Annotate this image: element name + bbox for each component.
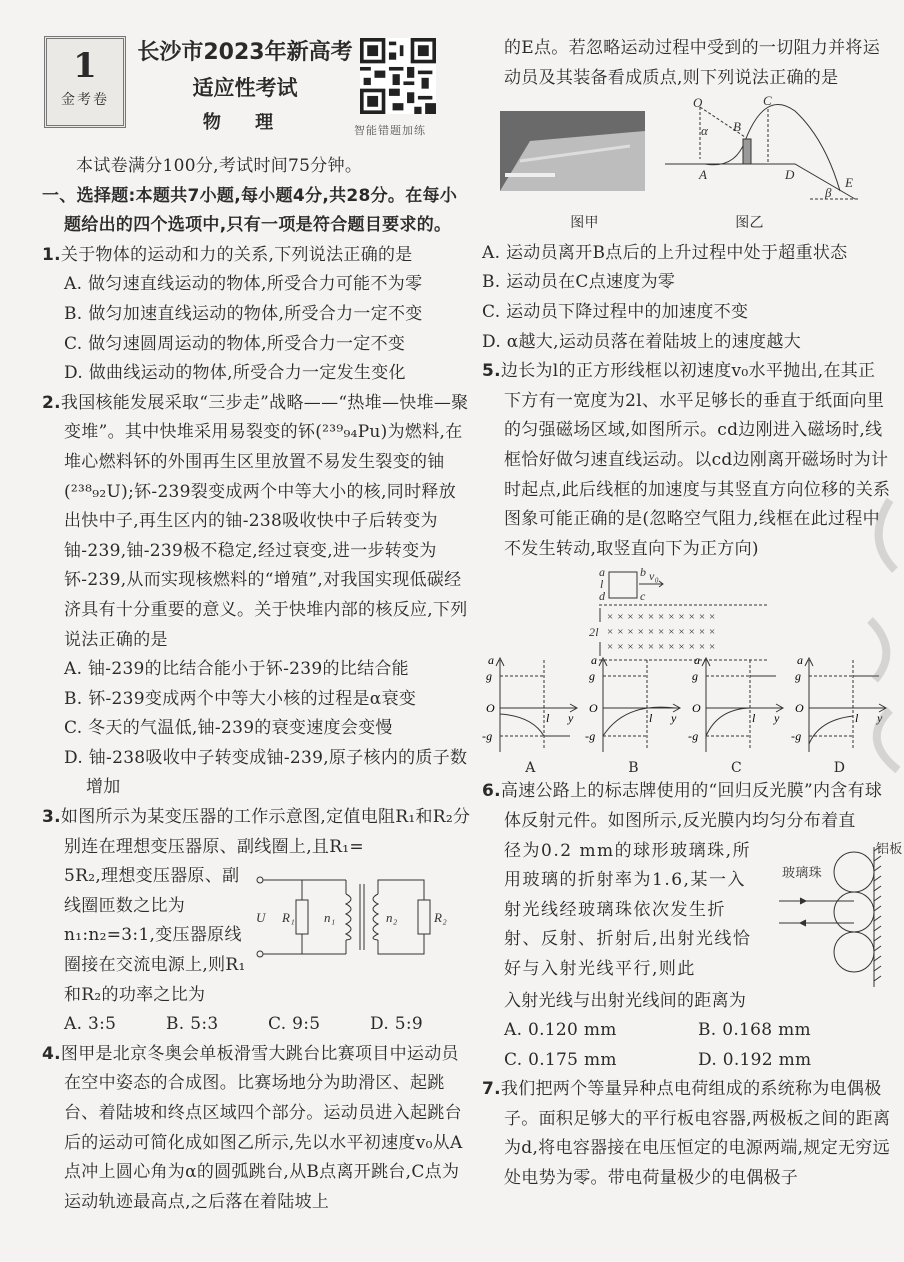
- a-y-graph: [482, 654, 579, 754]
- watermark-brush-icon: [860, 480, 900, 780]
- label-alpha: α: [701, 123, 709, 139]
- subject: 物 理: [202, 112, 288, 133]
- label-aluminum-plate: 铝板: [876, 841, 903, 857]
- label-n1: n₁: [324, 910, 336, 926]
- axis-label: a: [591, 653, 598, 668]
- question-stem: 我们把两个等量异种点电荷组成的系统称为电偶极子。面积足够大的平行板电容器,两极板之间的距离为d,将电容器接在电压恒定的电源两端,规定无穷远处电势为零。带电荷量极少的电偶极子: [500, 1079, 891, 1189]
- question-4-stem-cont: 的E点。若忽略运动过程中受到的一切阻力并将运动员及其装备看成质点,则下列说法正确的是: [504, 38, 881, 88]
- figure-captions: [502, 209, 832, 239]
- question-stem: 高速公路上的标志牌使用的“回归反光膜”内含有球体反射元件。如图所示,反光膜内均匀分布着直: [500, 781, 883, 831]
- axis-label: -g: [688, 729, 699, 744]
- ski-jump-photo: [500, 111, 645, 191]
- axis-label: l: [752, 711, 756, 726]
- graph-option-label: D: [833, 760, 846, 777]
- label-b: B: [733, 119, 742, 135]
- option-c: C. 做匀速圆周运动的物体,所受合力一定不变: [64, 333, 406, 354]
- axis-label: g: [486, 669, 493, 684]
- option-d: D. 做曲线运动的物体,所受合力一定发生变化: [64, 363, 406, 384]
- question-number: 4.: [42, 1043, 61, 1064]
- a-y-graph: [688, 654, 785, 754]
- question-number: 5.: [482, 361, 501, 382]
- caption-fig-b: 图乙: [735, 215, 764, 232]
- axis-label: g: [795, 669, 802, 684]
- label-2l: 2l: [589, 625, 599, 640]
- axis-label: O: [589, 701, 598, 716]
- axis-label: -g: [791, 729, 802, 744]
- graph-option-label: C: [730, 760, 742, 777]
- graph-option-b: [585, 654, 682, 777]
- qr-code-icon[interactable]: [360, 38, 436, 114]
- option-d: D. α越大,运动员落在着陆坡上的速度越大: [482, 331, 802, 352]
- label-c: c: [640, 589, 646, 604]
- transformer-diagram: [254, 870, 454, 970]
- label-a: A: [699, 167, 708, 183]
- option-c: C. 0.175 mm: [504, 1049, 617, 1070]
- paper-number: 1: [73, 46, 97, 86]
- graph-option-c: [688, 654, 785, 777]
- axis-label: y: [877, 711, 883, 726]
- question-number: 3.: [42, 807, 61, 828]
- option-c: C. 运动员下降过程中的加速度不变: [482, 301, 749, 322]
- field-row: ×××××××××××: [607, 641, 720, 654]
- question-number: 7.: [482, 1079, 501, 1100]
- question-6: [482, 777, 903, 1075]
- label-beta: β: [825, 185, 832, 201]
- axis-label: y: [671, 711, 677, 726]
- label-a: a: [599, 565, 606, 580]
- question-stem: 边长为l的正方形线框以初速度v₀水平抛出,在其正下方有一宽度为2l、水平足够长的垂直于纸面向里的匀强磁场区域,如图所示。cd边刚进入磁场时,线框恰好做匀速直线运动。以cd边刚离开磁场时为计时起点,此后线框的加速度与其竖直方向位移的关系图象可能正确的是(忽略空气阻力,线框在此过程中不发生转动,取竖直向下为正方向): [500, 361, 891, 559]
- axis-label: l: [649, 711, 653, 726]
- label-v0: v₀: [649, 569, 660, 584]
- option-c: C. 冬天的气温低,铀-239的衰变速度会变慢: [64, 718, 393, 739]
- label-d: d: [599, 589, 606, 604]
- option-a: A. 做匀速直线运动的物体,所受合力可能不为零: [64, 274, 423, 295]
- option-d: D. 铀-238吸收中子转变成铀-239,原子核内的质子数增加: [64, 747, 468, 798]
- a-y-graph: [585, 654, 682, 754]
- field-row: ×××××××××××: [607, 626, 720, 639]
- axis-label: a: [797, 653, 804, 668]
- option-d: D. 0.192 mm: [698, 1049, 812, 1070]
- label-b: b: [640, 565, 647, 580]
- caption-fig-a: 图甲: [570, 215, 599, 232]
- option-a: A. 铀-239的比结合能小于钚-239的比结合能: [64, 659, 409, 680]
- glass-bead-diagram: [754, 837, 904, 987]
- question-5: [482, 357, 892, 777]
- paper-title: [130, 36, 360, 140]
- question-stem: 图甲是北京冬奥会单板滑雪大跳台比赛项目中运动员在空中姿态的合成图。比赛场地分为助滑区、起跳台、着陆坡和终点区域四个部分。运动员进入起跳台后的运动可简化成如图乙所示,先以水平初速度v₀从A点冲上圆心角为α的圆弧跳台,从B点离开跳台,C点为运动轨迹最高点,之后落在着陆坡上: [60, 1043, 463, 1212]
- option-a: A. 运动员离开B点后的上升过程中处于超重状态: [482, 242, 848, 263]
- question-number: 1.: [42, 244, 61, 265]
- label-glass-bead: 玻璃珠: [782, 865, 822, 881]
- axis-label: y: [774, 711, 780, 726]
- label-r1: R₁: [282, 910, 296, 926]
- left-column: [42, 152, 472, 1217]
- field-row: ×××××××××××: [607, 611, 720, 624]
- axis-label: g: [692, 669, 699, 684]
- graph-option-a: [482, 654, 579, 777]
- question-2: [42, 389, 472, 803]
- title-line2: 适应性考试: [192, 75, 298, 100]
- question-stem: 如图所示为某变压器的工作示意图,定值电阻R₁和R₂分别连在理想变压器原、副线圈上,且R₁=: [60, 807, 471, 857]
- axis-label: y: [568, 711, 574, 726]
- axis-label: -g: [585, 729, 596, 744]
- question-stem-end: 入射光线与出射光线间的距离为: [504, 990, 747, 1011]
- question-stem: 我国核能发展采取“三步走”战略——“热堆—快堆—聚变堆”。其中快堆采用易裂变的钚(²³⁹₉₄Pu)为燃料,在堆心燃料钚的外围再生区里放置不易发生裂变的铀(²³⁸₉₂U);钚-239裂变成两个中等大小的核,同时释放出快中子,再生区内的铀-238吸收快中子后转变为铀-239,铀-239极不稳定,经过衰变,进一步转变为钚-239,从而实现核燃料的“增殖”,对我国实现低碳经济具有十分重要的意义。关于快堆内部的核反应,下列说法正确的是: [60, 392, 469, 650]
- section-heading: 一、选择题:本题共7小题,每小题4分,共28分。在每小题给出的四个选项中,只有一项是符合题目要求的。: [42, 185, 458, 236]
- label-d: D: [785, 167, 795, 183]
- option-b: B. 5:3: [166, 1014, 219, 1035]
- label-n2: n₂: [386, 910, 398, 926]
- right-column: [482, 34, 903, 1194]
- axis-label: l: [546, 711, 550, 726]
- label-r2: R₂: [434, 910, 448, 926]
- paper-badge: [44, 36, 126, 128]
- label-o: O: [693, 95, 703, 111]
- axis-label: g: [589, 669, 596, 684]
- magnetic-field-diagram: [589, 565, 767, 654]
- question-stem-cont: 5R₂,理想变压器原、副线圈匝数之比为n₁:n₂=3:1,变压器原线圈接在交流电源上,则R₁和R₂的功率之比为: [64, 866, 246, 1005]
- label-l: l: [600, 577, 604, 592]
- axis-label: O: [486, 701, 495, 716]
- label-c: C: [763, 93, 772, 109]
- option-b: B. 0.168 mm: [698, 1020, 811, 1041]
- answer-graphs: [482, 654, 892, 777]
- title-line1: 长沙市2023年新高考: [137, 40, 353, 65]
- option-b: B. 钚-239变成两个中等大小核的过程是α衰变: [64, 688, 417, 709]
- question-number: 6.: [482, 781, 501, 802]
- option-b: B. 运动员在C点速度为零: [482, 272, 676, 293]
- option-b: B. 做匀加速直线运动的物体,所受合力一定不变: [64, 303, 423, 324]
- axis-label: -g: [482, 729, 493, 744]
- axis-label: l: [855, 711, 859, 726]
- question-1: [42, 241, 472, 389]
- qr-caption: 智能错题加练: [354, 124, 426, 137]
- graph-option-label: A: [525, 760, 536, 777]
- trajectory-diagram: [665, 93, 885, 209]
- question-7: [482, 1075, 892, 1193]
- axis-label: O: [692, 701, 701, 716]
- axis-label: O: [795, 701, 804, 716]
- label-e: E: [845, 175, 854, 191]
- badge-label: 金考卷: [61, 92, 109, 108]
- graph-option-label: B: [628, 760, 639, 777]
- question-number: 2.: [42, 392, 61, 413]
- label-u: U: [256, 910, 266, 926]
- question-stem-cont: 径为0.2 mm的球形玻璃珠,所用玻璃的折射率为1.6,某一入射光线经玻璃珠依次发生折射、反射、折射后,出射光线恰好与入射光线平行,则此: [504, 840, 752, 979]
- question-4-figures: [500, 93, 892, 209]
- question-3: [42, 803, 472, 1040]
- option-c: C. 9:5: [268, 1014, 321, 1035]
- question-stem: 关于物体的运动和力的关系,下列说法正确的是: [60, 244, 413, 265]
- option-a: A. 3:5: [64, 1014, 117, 1035]
- exam-intro: 本试卷满分100分,考试时间75分钟。: [76, 156, 363, 176]
- axis-label: a: [694, 653, 701, 668]
- option-d: D. 5:9: [370, 1014, 423, 1035]
- axis-label: a: [488, 653, 495, 668]
- option-a: A. 0.120 mm: [504, 1020, 617, 1041]
- question-4: [42, 1040, 472, 1218]
- options-row: [42, 1010, 472, 1040]
